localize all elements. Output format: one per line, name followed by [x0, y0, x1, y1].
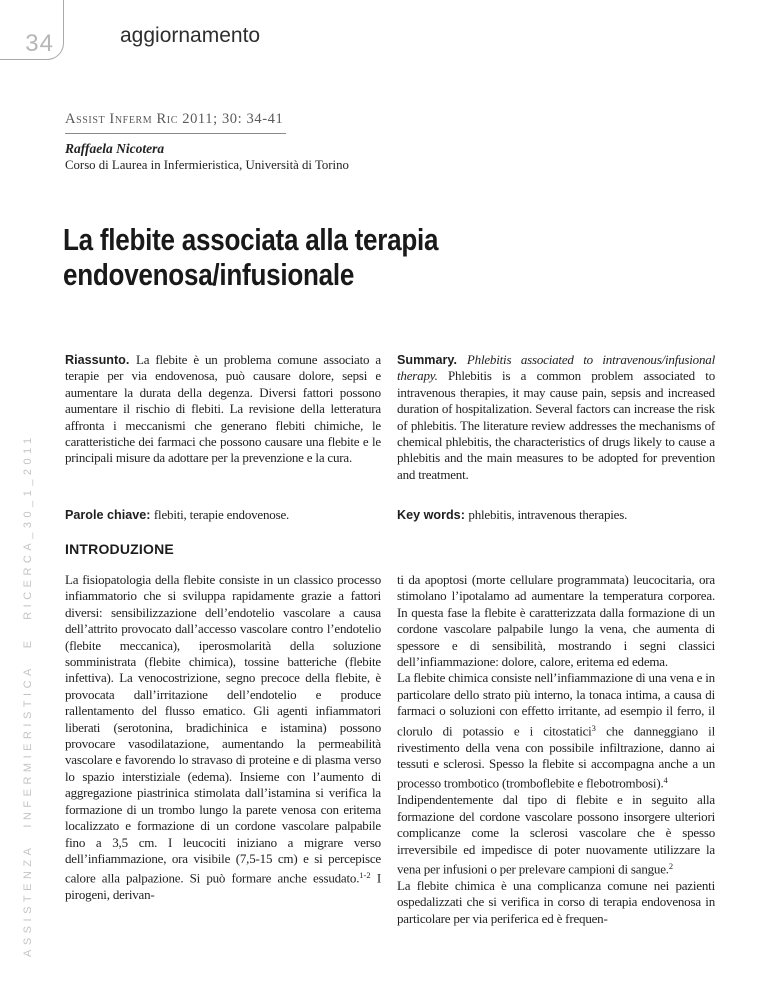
text-run: Parole chiave:: [65, 508, 154, 522]
introduction-body: [65, 572, 715, 972]
intro-column-left: [65, 572, 381, 972]
text-run: phlebitis, intravenous therapies.: [468, 507, 628, 522]
text-run: Summary.: [397, 353, 467, 367]
page-number: 34: [25, 30, 54, 57]
text-run: La flebite chimica consiste nell’infiammazione di una vena e in particolare dello strato più interno, la tonaca intima, a causa di farmaci o soluzioni con effetto irritante, ad esempio il ferro, il clorulo di potassio e i citostatici: [397, 670, 715, 739]
text-run: ti da apoptosi (morte cellulare programmata) leucocitaria, ora stimolano l’ipotalamo ad aumentare la temperatura corporea. In questa fase la flebite è caratterizzata dalla formazione di un cordone vascolare palpabile lungo la vena, che aumenta di spessore e di sensibilità, mostrando i segni classici dell’infiammazione: dolore, calore, eritema ed edema.: [397, 572, 715, 670]
text-run: La flebite chimica è una complicanza comune nei pazienti ospedalizzati che si verifica in corso di terapia endovenosa in particolare per via periferica ed è frequen-: [397, 877, 715, 926]
abstract-section: [65, 352, 715, 523]
paragraph: [397, 670, 715, 792]
journal-spine-label: ASSISTENZA INFERMIERISTICA E RICERCA_30_1_2011: [22, 433, 34, 957]
author-name: Raffaela Nicotera: [65, 141, 165, 156]
text-run: Indipendentemente dal tipo di flebite e in seguito alla formazione del cordone vascolare possono insorgere ulteriori complicanze come la sclerosi vascolare che è spesso irreversibile ed impedisce di poter nuovamente utilizzare la vena per infusioni o per prelevare campioni di sangue.: [397, 792, 715, 877]
text-run: Riassunto.: [65, 353, 136, 367]
text-run: La flebite è un problema comune associato a terapie per via endovenosa, può causare dolore, sepsi e aumentare la durata della degenza. Diversi fattori possono aumentare il rischio di flebiti. La revisione della letteratura affronta i meccanismi che generano flebiti chimiche, le caratteristiche dei farmaci che possono causare una flebite e le principali misure da adottare per la prevenzione e la cura.: [65, 352, 381, 466]
keywords-english: [397, 507, 715, 523]
reference-superscript: 2: [668, 860, 674, 871]
text-run: Key words:: [397, 508, 469, 522]
reference-superscript: 1-2: [359, 870, 371, 881]
paragraph: [65, 572, 381, 904]
citation-divider: [65, 133, 286, 134]
page-number-tab: [0, 0, 64, 60]
reference-superscript: 4: [663, 775, 668, 786]
reference-superscript: 3: [591, 722, 596, 733]
paragraph: [397, 572, 715, 670]
intro-column-right: [397, 572, 715, 972]
article-title: La flebite associata alla terapia endovenosa/infusionale: [63, 222, 439, 292]
text-run: La fisiopatologia della flebite consiste in un classico processo infiammatorio che si sviluppa rapidamente grazie a fattori diversi: sensibilizzazione dell’endotelio vascolare a causa dell’attrito provocato dall’accesso vascolare contro l’endotelio (flebite meccanica), iperosmolarità della soluzione somministrata (flebite chimica), tossine batteriche (flebite infettiva). La venocostrizione, segno precoce della flebite, è provocata dall’irritazione dell’endotelio e produce rallentamento del flusso ematico. Gli agenti infiammatori liberati (serotonina, bradichinica e istamina) possono provocare vasodilatazione, aumentando la permeabilità vascolare e favorendo lo stravaso di proteine e di plasma verso lo spazio interstiziale (edema). Insieme con l’aumento di aggregazione piastrinica stimolata dall’istamina si verifica la formazione di un trombo lungo la parete venosa con eritema localizzato e formazione di un cordone vascolare palpabile fino a 3,5 cm. I leucociti iniziano a migrare verso dell’infiammazione, ora visibile (7,5-15 cm) e si percepisce calore alla palpazione. Si può formare anche essudato.: [65, 572, 381, 886]
journal-citation: Assist Inferm Ric 2011; 30: 34-41: [65, 111, 284, 127]
text-run: I pirogeni, derivan-: [65, 870, 381, 903]
keywords-italian: [65, 507, 381, 523]
paragraph: [397, 878, 715, 927]
text-run: Phlebitis associated to intravenous/infusional therapy.: [397, 352, 715, 384]
section-header: aggiornamento: [120, 24, 261, 47]
paragraph: [397, 792, 715, 878]
abstract-italian: [65, 352, 381, 494]
text-run: che danneggiano il rivestimento della vena con possibile infiltrazione, danno ai tessuti e sclerosi. Spesso la flebite si accompagna anche a un processo trombotico (tromboflebite e flebotrombosi).: [397, 723, 715, 791]
text-run: flebiti, terapie endovenose.: [153, 507, 290, 522]
abstract-english: [397, 352, 715, 494]
text-run: Phlebitis is a common problem associated to intravenous therapies, it may cause pain, sepsis and increased duration of hospitalization. Several factors can increase the risk of phlebitis. The literature review addresses the mechanisms of chemical phlebitis, the characteristics of drugs likely to cause a phlebitis and the main measures to be adopted for prevention and treatment.: [397, 368, 715, 482]
author-affiliation: Corso di Laurea in Infermieristica, Università di Torino: [65, 158, 349, 172]
section-heading-introduzione: INTRODUZIONE: [65, 541, 174, 557]
